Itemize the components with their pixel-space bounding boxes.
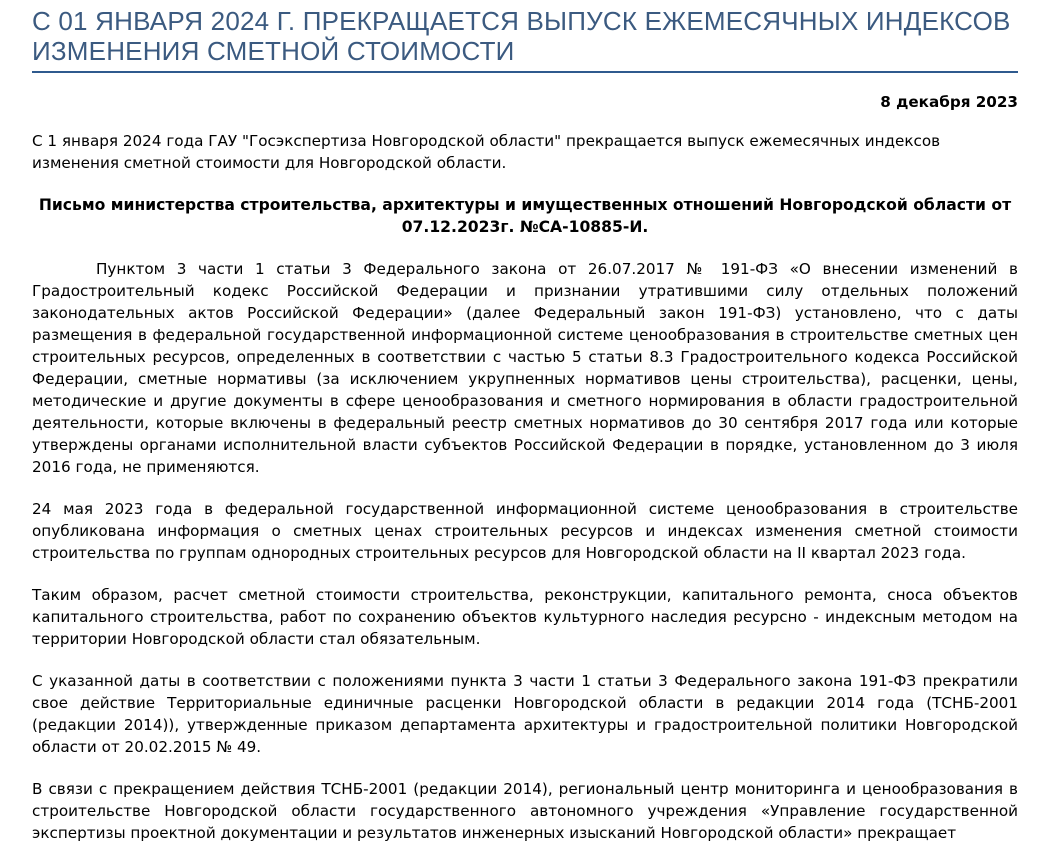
publication-date: 8 декабря 2023: [880, 93, 1018, 111]
body-paragraph: В связи с прекращением действия ТСНБ-2001 (редакции 2014), региональный центр мониторинга и ценообразования в строительстве Новгородской области государственного автономного учреждения «Управление государственной экспертизы проектной документации и результатов инженерных изысканий Новгородской области» прекращает: [32, 780, 1018, 842]
page-title: С 01 ЯНВАРЯ 2024 Г. ПРЕКРАЩАЕТСЯ ВЫПУСК ЕЖЕМЕСЯЧНЫХ ИНДЕКСОВ ИЗМЕНЕНИЯ СМЕТНОЙ СТОИМОСТИ: [32, 6, 1011, 66]
letter-heading: Письмо министерства строительства, архитектуры и имущественных отношений Новгородской области от 07.12.2023г. №СА-10885-И.: [38, 196, 1012, 236]
intro-paragraph: С 1 января 2024 года ГАУ "Госэкспертиза Новгородской области" прекращается выпуск ежемесячных индексов изменения сметной стоимости для Новгородской области.: [32, 132, 941, 172]
body-paragraph: С указанной даты в соответствии с положениями пункта 3 части 1 статьи 3 Федерального закона 191-ФЗ прекратили свое действие Территориальные единичные расценки Новгородской области в редакции 2014 года (ТСНБ-2001 (редакции 2014)), утвержденные приказом департамента архитектуры и градостроительной политики Новгородской области от 20.02.2015 № 49.: [32, 672, 1018, 756]
body-paragraph: 24 мая 2023 года в федеральной государственной информационной системе ценообразования в строительстве опубликована информация о сметных ценах строительных ресурсов и индексах изменения сметной стоимости строительства по группам однородных строительных ресурсов для Новгородской области на II квартал 2023 года.: [32, 500, 1018, 562]
body-paragraph: Таким образом, расчет сметной стоимости строительства, реконструкции, капитального ремонта, сноса объектов капитального строительства, работ по сохранению объектов культурного наследия ресурсно - индексным методом на территории Новгородской области стал обязательным.: [32, 586, 1018, 648]
article: [32, 0, 1018, 844]
body-paragraph: Пунктом 3 части 1 статьи 3 Федерального закона от 26.07.2017 № 191-ФЗ «О внесении изменений в Градостроительный кодекс Российской Федерации и признании утратившими силу отдельных положений законодательных актов Российской Федерации» (далее Федеральный закон 191-ФЗ) установлено, что с даты размещения в федеральной государственной информационной системе ценообразования в строительстве сметных цен строительных ресурсов, определенных в соответствии с частью 5 статьи 8.3 Градостроительного кодекса Российской Федерации, сметные нормативы (за исключением укрупненных нормативов цены строительства), расценки, цены, методические и другие документы в сфере ценообразования и сметного нормирования в области градостроительной деятельности, которые включены в федеральный реестр сметных нормативов до 30 сентября 2017 года или которые утверждены органами исполнительной власти субъектов Российской Федерации в порядке, установленном до 3 июля 2016 года, не применяются.: [32, 260, 1018, 476]
title-divider: [32, 71, 1018, 73]
